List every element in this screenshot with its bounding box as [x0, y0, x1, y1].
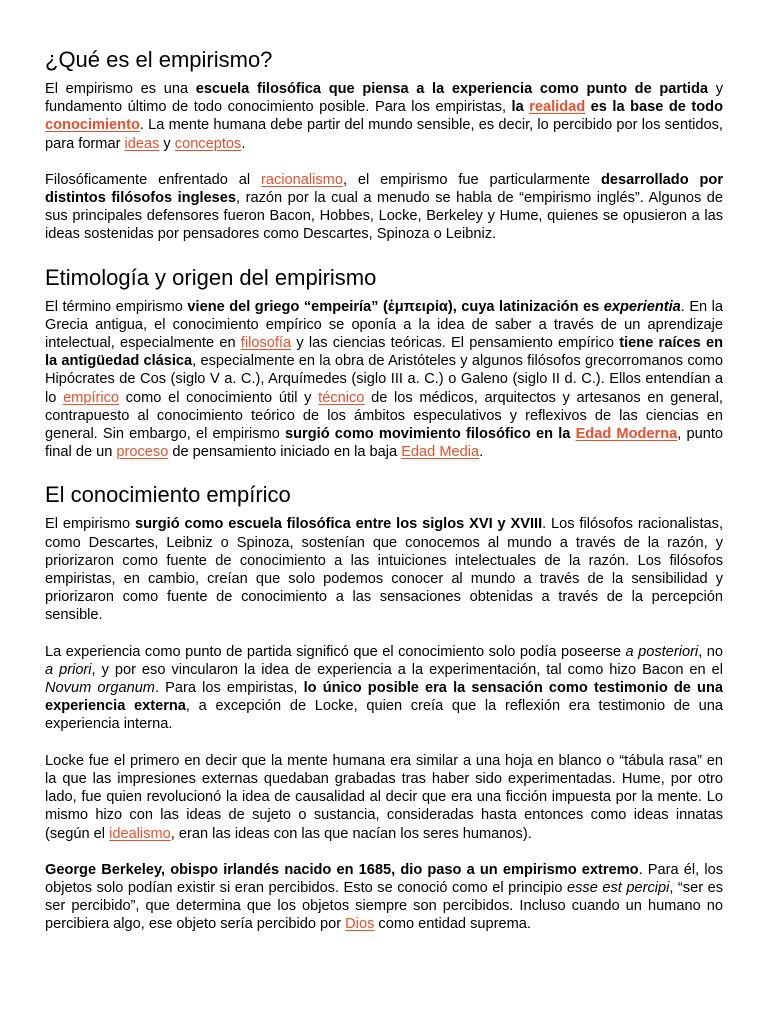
link-filosofía[interactable]: filosofía	[240, 335, 292, 352]
heading-conocimiento-empirico: El conocimiento empírico	[45, 482, 291, 508]
text-run: es la base de todo	[585, 99, 723, 116]
text-run: surgió como escuela filosófica entre los siglos XVI y XVIII	[135, 516, 543, 533]
text-run: viene del griego “empeiría” (ἐμπειρία), cuya latinización es	[187, 298, 604, 315]
text-run: . La mente humana debe partir del mundo sensible, es decir, lo percibido por los sentidos, para formar	[45, 117, 723, 152]
link-conceptos[interactable]: conceptos	[174, 135, 242, 152]
link-idealismo[interactable]: idealismo	[109, 825, 171, 842]
text-run: , punto final de un	[45, 426, 723, 461]
text-run: tiene raíces en la antigüedad clásica	[45, 335, 723, 370]
text-run: El empirismo es una	[45, 81, 196, 97]
text-run: a posteriori	[625, 643, 699, 660]
text-run: esse est percipi	[567, 879, 670, 896]
text-run: y	[159, 135, 175, 152]
text-run: , “ser es ser percibido”, que determina que los objetos siempre son percibidos. Incluso cuando un humano no percibiera algo, ese objeto sería percibido por	[45, 879, 724, 933]
paragraph	[45, 298, 723, 462]
text-run: surgió como movimiento filosófico en la	[285, 426, 576, 443]
text-run: . Los filósofos racionalistas, como Descartes, Leibniz o Spinoza, sostenían que conocemos al mundo a través de la razón, y priorizaron como fuente de conocimiento a las intuiciones intelectuales de la razón. Los filósofos empiristas, en cambio, creían que solo podemos conocer al mundo a través de la sensibilidad y priorizaron como fuente de conocimiento a las sensaciones obtenidas a través de la percepción sensible.	[45, 516, 724, 624]
text-run: escuela filosófica que piensa a la experiencia como punto de partida	[195, 81, 709, 97]
text-run: . En la Grecia antigua, el conocimiento empírico se oponía a la idea de saber a través de un aprendizaje intelectual, especialmente en	[45, 298, 724, 352]
link-proceso[interactable]: proceso	[116, 444, 169, 461]
link-técnico[interactable]: técnico	[318, 389, 365, 406]
text-run: , no	[698, 643, 724, 660]
text-run: , y por eso vincularon la idea de experiencia a la experimentación, tal como hizo Bacon en el	[91, 661, 724, 678]
paragraph	[45, 861, 723, 934]
paragraph	[45, 515, 723, 624]
text-run: y fundamento último de todo conocimiento posible. Para los empiristas,	[45, 81, 723, 116]
link-realidad[interactable]: realidad	[529, 99, 586, 116]
text-run: George Berkeley, obispo irlandés nacido en 1685, dio paso a un empirismo extremo	[45, 861, 639, 878]
text-run: y las ciencias teóricas. El pensamiento empírico	[291, 335, 620, 352]
text-run: El empirismo	[45, 516, 136, 533]
paragraph	[45, 171, 723, 244]
heading-que-es-el-empirismo: ¿Qué es el empirismo?	[45, 47, 273, 72]
text-run: lo único posible era la sensación como testimonio de una experiencia externa	[45, 680, 723, 715]
link-ideas[interactable]: ideas	[124, 135, 160, 152]
text-run: , a excepción de Locke, quien creía que la reflexión era testimonio de una experiencia interna.	[45, 698, 723, 733]
text-run: Locke fue el primero en decir que la mente humana era similar a una hoja en blanco o “tábula rasa” en la que las impresiones externas quedaban grabadas tras haber sido experimentadas. Hume, por otro lado, fue quien revolucionó la idea de causalidad al decir que era una ficción impuesta por la mente. Lo mismo hizo con las ideas de sujeto o sustancia, consideradas hasta entonces como ideas innatas (según el	[45, 752, 723, 842]
link-dios[interactable]: Dios	[345, 916, 375, 933]
text-run: desarrollado por distintos filósofos ingleses	[45, 171, 724, 207]
text-run: de los médicos, arquitectos y artesanos en general, contrapuesto al conocimiento teórico de los ámbitos especulativos y reflexivos de las ciencias en general. Sin embargo, el empirismo	[45, 389, 723, 443]
text-run: de pensamiento iniciado en la baja	[168, 444, 402, 461]
text-run: La experiencia como punto de partida significó que el conocimiento solo podía poseerse	[45, 643, 626, 660]
text-run: , especialmente en la obra de Aristóteles y algunos filósofos grecorromanos como Hipócrates de Cos (siglo V a. C.), Arquímedes (siglo III a. C.) o Galeno (siglo II d. C.). Ellos entendían a lo	[45, 353, 724, 406]
link-conocimiento[interactable]: conocimiento	[45, 117, 140, 134]
text-run: , razón por la cual a menudo se habla de “empirismo inglés”. Algunos de sus principales defensores fueron Bacon, Hobbes, Locke, Berkeley y Hume, quienes se opusieron a las ideas sostenidas por pensadores como Descartes, Spinoza o Leibniz.	[45, 190, 723, 243]
text-run: Filosóficamente enfrentado al	[45, 171, 262, 188]
paragraph	[45, 752, 723, 843]
text-run: a priori	[45, 661, 92, 678]
text-run: . Para los empiristas,	[154, 680, 304, 697]
link-edad-media[interactable]: Edad Media	[401, 444, 480, 461]
text-run: El término empirismo	[45, 298, 188, 315]
text-run: Novum organum	[45, 680, 155, 697]
paragraph	[45, 80, 723, 153]
text-run: como el conocimiento útil y	[119, 389, 319, 406]
text-run: , el empirismo fue particularmente	[342, 171, 602, 188]
heading-etimologia: Etimología y origen del empirismo	[45, 264, 377, 290]
paragraph	[45, 643, 723, 734]
link-racionalismo[interactable]: racionalismo	[261, 171, 343, 188]
link-edad-moderna[interactable]: Edad Moderna	[575, 426, 678, 443]
text-run: .	[241, 135, 246, 152]
text-run: como entidad suprema.	[374, 916, 531, 933]
text-run: , eran las ideas con las que nacían los seres humanos).	[170, 825, 532, 842]
text-run: . Para él, los objetos solo podían existir si eran percibidos. Esto se conoció como el principio	[45, 861, 723, 896]
text-run: la	[511, 99, 530, 116]
text-run: experientia	[603, 298, 681, 315]
text-run: .	[479, 444, 484, 461]
link-empírico[interactable]: empírico	[63, 389, 120, 406]
